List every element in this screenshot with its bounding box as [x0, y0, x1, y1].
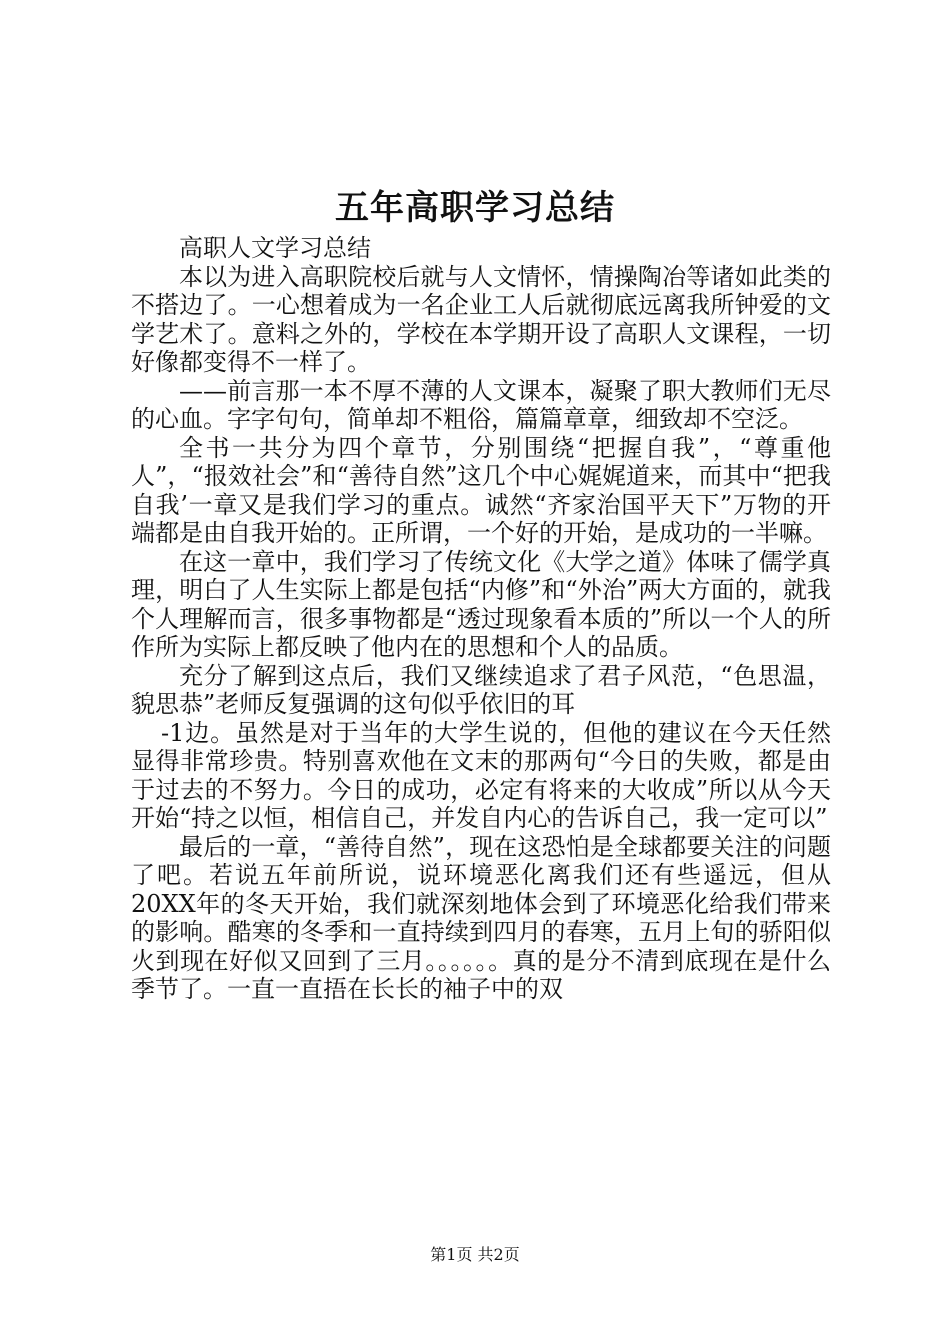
paragraph: 全书一共分为四个章节，分别围绕“把握自我”，“尊重他人”，“报效社会”和“善待自然”这几个中心娓娓道来，而其中“把我自我’一章又是我们学习的重点。诚然“齐家治国平天下”万物的开端都是由自我开始的。正所谓，一个好的开始，是成功的一半嘛。 — [131, 433, 831, 547]
paragraph: 在这一章中，我们学习了传统文化《大学之道》体味了儒学真理，明白了人生实际上都是包括“内修”和“外治”两大方面的，就我个人理解而言，很多事物都是“透过现象看本质的”所以一个人的所作所为实际上都反映了他内在的思想和个人的品质。 — [131, 547, 831, 661]
page-footer: 第1页 共2页 — [430, 1245, 520, 1264]
paragraph: 本以为进入高职院校后就与人文情怀，情操陶冶等诸如此类的不搭边了。一心想着成为一名企业工人后就彻底远离我所钟爱的文学艺术了。意料之外的，学校在本学期开设了高职人文课程，一切好像都变得不一样了。 — [131, 262, 831, 376]
paragraph: 充分了解到这点后，我们又继续追求了君子风范，“色思温，貌思恭”老师反复强调的这句似乎依旧的耳 — [131, 661, 831, 718]
paragraph-subtitle: 高职人文学习总结 — [179, 234, 371, 262]
paragraph: 最后的一章，“善待自然”，现在这恐怕是全球都要关注的问题了吧。若说五年前所说，说环境恶化离我们还有些遥远，但从20XX年的冬天开始，我们就深刻地体会到了环境恶化给我们带来的影响。酷寒的冬季和一直持续到四月的春寒，五月上旬的骄阳似火到现在好似又回到了三月。。。。。。真的是分不清到底现在是什么季节了。一直一直捂在长长的袖子中的双 — [131, 832, 831, 1003]
document-title: 五年高职学习总结 — [335, 188, 615, 228]
document-body — [131, 234, 831, 1004]
paragraph: ——前言那一本不厚不薄的人文课本，凝聚了职大教师们无尽的心血。字字句句，简单却不粗俗，篇篇章章，细致却不空泛。 — [131, 376, 831, 433]
paragraph: -1边。虽然是对于当年的大学生说的，但他的建议在今天任然显得非常珍贵。特别喜欢他在文末的那两句“今日的失败，都是由于过去的不努力。今日的成功，必定有将来的大收成”所以从今天开始“持之以恒，相信自己，并发自内心的告诉自己，我一定可以” — [131, 718, 831, 832]
